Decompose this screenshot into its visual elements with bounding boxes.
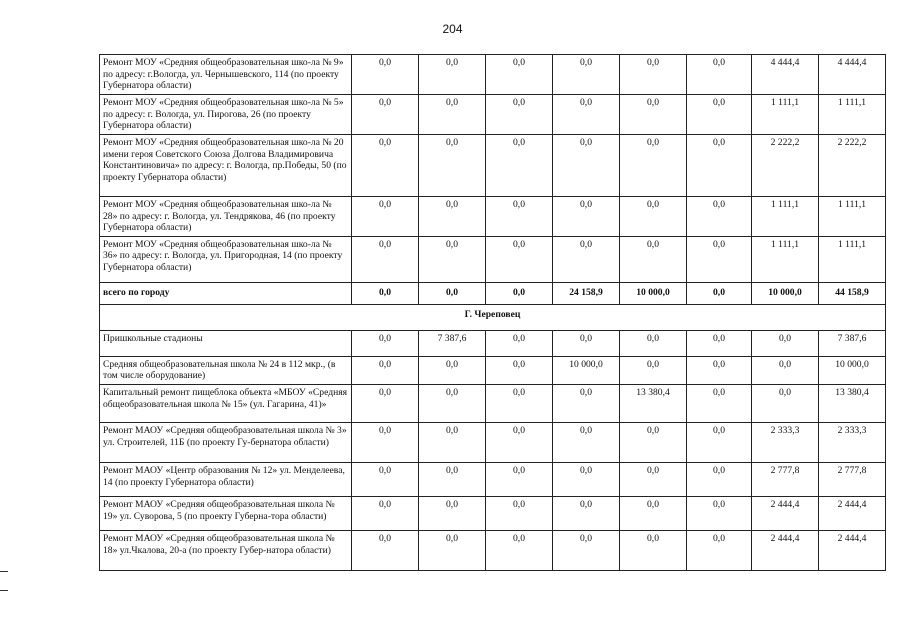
- margin-mark: [0, 590, 8, 591]
- value-cell: 10 000,0: [752, 282, 819, 304]
- value-cell: 0,0: [486, 282, 553, 304]
- value-cell: 13 380,4: [620, 384, 687, 422]
- value-cell: 0,0: [486, 422, 553, 462]
- value-cell: 0,0: [419, 236, 486, 282]
- value-cell: 1 111,1: [752, 236, 819, 282]
- value-cell: 2 777,8: [752, 462, 819, 496]
- value-cell: 0,0: [553, 384, 620, 422]
- value-cell: 0,0: [553, 530, 620, 570]
- value-cell: 0,0: [553, 55, 620, 95]
- value-cell: 0,0: [486, 330, 553, 356]
- value-cell: 0,0: [752, 356, 819, 384]
- value-cell: 0,0: [486, 135, 553, 197]
- table-row: [100, 330, 886, 356]
- table-row: [100, 462, 886, 496]
- value-cell: 0,0: [486, 55, 553, 95]
- value-cell: 0,0: [419, 422, 486, 462]
- value-cell: 0,0: [553, 236, 620, 282]
- total-label: всего по городу: [100, 282, 352, 304]
- value-cell: 0,0: [687, 530, 752, 570]
- budget-table: [99, 54, 886, 571]
- table-row: [100, 422, 886, 462]
- table-row: [100, 384, 886, 422]
- project-name-cell: Ремонт МАОУ «Средняя общеобразовательная школа № 18» ул.Чкалова, 20-а (по проекту Губер-натора области): [100, 530, 352, 570]
- value-cell: 0,0: [352, 135, 419, 197]
- value-cell: 0,0: [419, 356, 486, 384]
- value-cell: 0,0: [553, 135, 620, 197]
- value-cell: 0,0: [419, 197, 486, 237]
- page-number: 204: [442, 22, 463, 36]
- value-cell: 0,0: [620, 356, 687, 384]
- city-section-row: [100, 304, 886, 330]
- value-cell: 1 111,1: [752, 95, 819, 135]
- value-cell: 0,0: [687, 496, 752, 530]
- table-row: [100, 530, 886, 570]
- value-cell: 0,0: [419, 384, 486, 422]
- project-name-cell: Ремонт МОУ «Средняя общеобразовательная шко-ла № 20 имени героя Советского Союза Долгова Владимировича Константиновича» по адресу: г. Вологда, пр.Победы, 50 (по проекту Губернатора области): [100, 135, 352, 197]
- value-cell: 0,0: [752, 330, 819, 356]
- table-row: [100, 135, 886, 197]
- value-cell: 0,0: [486, 95, 553, 135]
- value-cell: 0,0: [687, 422, 752, 462]
- table-row: [100, 236, 886, 282]
- table-row: [100, 197, 886, 237]
- project-name-cell: Средняя общеобразовательная школа № 24 в 112 мкр., (в том числе оборудование): [100, 356, 352, 384]
- value-cell: 0,0: [620, 462, 687, 496]
- table-row: [100, 55, 886, 95]
- value-cell: 0,0: [486, 236, 553, 282]
- value-cell: 10 000,0: [620, 282, 687, 304]
- value-cell: 0,0: [553, 496, 620, 530]
- value-cell: 0,0: [486, 356, 553, 384]
- value-cell: 0,0: [352, 384, 419, 422]
- value-cell: 0,0: [419, 55, 486, 95]
- value-cell: 2 444,4: [752, 530, 819, 570]
- value-cell: 0,0: [486, 462, 553, 496]
- value-cell: 0,0: [486, 496, 553, 530]
- value-cell: 2 444,4: [819, 530, 886, 570]
- value-cell: 0,0: [553, 197, 620, 237]
- value-cell: 0,0: [620, 95, 687, 135]
- value-cell: 0,0: [486, 530, 553, 570]
- value-cell: 7 387,6: [419, 330, 486, 356]
- value-cell: 0,0: [352, 55, 419, 95]
- value-cell: 24 158,9: [553, 282, 620, 304]
- value-cell: 0,0: [553, 422, 620, 462]
- value-cell: 0,0: [352, 197, 419, 237]
- project-name-cell: Ремонт МАОУ «Средняя общеобразовательная школа № 3» ул. Строителей, 11Б (по проекту Гу-бернатора области): [100, 422, 352, 462]
- value-cell: 2 444,4: [819, 496, 886, 530]
- value-cell: 2 777,8: [819, 462, 886, 496]
- value-cell: 0,0: [620, 496, 687, 530]
- value-cell: 0,0: [620, 236, 687, 282]
- value-cell: 0,0: [419, 530, 486, 570]
- table-row: [100, 496, 886, 530]
- value-cell: 0,0: [486, 197, 553, 237]
- value-cell: 0,0: [687, 462, 752, 496]
- value-cell: 0,0: [687, 356, 752, 384]
- value-cell: 0,0: [687, 55, 752, 95]
- project-name-cell: Ремонт МАОУ «Центр образования № 12» ул. Менделеева, 14 (по проекту Губернатора области): [100, 462, 352, 496]
- value-cell: 0,0: [352, 236, 419, 282]
- value-cell: 2 222,2: [752, 135, 819, 197]
- value-cell: 44 158,9: [819, 282, 886, 304]
- value-cell: 0,0: [352, 496, 419, 530]
- value-cell: 1 111,1: [819, 197, 886, 237]
- value-cell: 4 444,4: [752, 55, 819, 95]
- city-heading: Г. Череповец: [100, 304, 886, 330]
- value-cell: 7 387,6: [819, 330, 886, 356]
- value-cell: 1 111,1: [752, 197, 819, 237]
- value-cell: 0,0: [620, 135, 687, 197]
- value-cell: 0,0: [553, 462, 620, 496]
- value-cell: 1 111,1: [819, 236, 886, 282]
- value-cell: 0,0: [352, 462, 419, 496]
- value-cell: 0,0: [419, 496, 486, 530]
- project-name-cell: Ремонт МОУ «Средняя общеобразовательная шко-ла № 9» по адресу: г.Вологда, ул. Чернышевского, 114 (по проекту Губернатора области): [100, 55, 352, 95]
- value-cell: 0,0: [687, 135, 752, 197]
- value-cell: 0,0: [687, 95, 752, 135]
- value-cell: 0,0: [687, 282, 752, 304]
- value-cell: 1 111,1: [819, 95, 886, 135]
- value-cell: 0,0: [687, 236, 752, 282]
- value-cell: 0,0: [687, 384, 752, 422]
- value-cell: 10 000,0: [819, 356, 886, 384]
- value-cell: 0,0: [687, 197, 752, 237]
- value-cell: 2 333,3: [752, 422, 819, 462]
- value-cell: 2 222,2: [819, 135, 886, 197]
- value-cell: 0,0: [419, 462, 486, 496]
- value-cell: 0,0: [352, 95, 419, 135]
- project-name-cell: Капитальный ремонт пищеблока объекта «МБОУ «Средняя общеобразовательная школа № 15» (ул. Гагарина, 41)»: [100, 384, 352, 422]
- value-cell: 0,0: [486, 384, 553, 422]
- value-cell: 0,0: [352, 422, 419, 462]
- value-cell: 0,0: [620, 330, 687, 356]
- total-row: [100, 282, 886, 304]
- value-cell: 0,0: [352, 356, 419, 384]
- value-cell: 0,0: [352, 530, 419, 570]
- value-cell: 0,0: [553, 95, 620, 135]
- value-cell: 10 000,0: [553, 356, 620, 384]
- value-cell: 0,0: [620, 422, 687, 462]
- value-cell: 0,0: [620, 197, 687, 237]
- value-cell: 2 333,3: [819, 422, 886, 462]
- value-cell: 0,0: [352, 282, 419, 304]
- value-cell: 0,0: [687, 330, 752, 356]
- project-name-cell: Ремонт МОУ «Средняя общеобразовательная шко-ла № 5» по адресу: г. Вологда, ул. Пирогова, 26 (по проекту Губернатора области): [100, 95, 352, 135]
- project-name-cell: Ремонт МАОУ «Средняя общеобразовательная школа № 19» ул. Суворова, 5 (по проекту Губерна-тора области): [100, 496, 352, 530]
- value-cell: 0,0: [553, 330, 620, 356]
- margin-mark: [0, 571, 8, 572]
- project-name-cell: Пришкольные стадионы: [100, 330, 352, 356]
- table-row: [100, 95, 886, 135]
- value-cell: 13 380,4: [819, 384, 886, 422]
- value-cell: 2 444,4: [752, 496, 819, 530]
- value-cell: 0,0: [620, 530, 687, 570]
- project-name-cell: Ремонт МОУ «Средняя общеобразовательная шко-ла № 28» по адресу: г. Вологда, ул. Тендрякова, 46 (по проекту Губернатора области): [100, 197, 352, 237]
- value-cell: 0,0: [752, 384, 819, 422]
- value-cell: 0,0: [419, 135, 486, 197]
- value-cell: 0,0: [352, 330, 419, 356]
- value-cell: 0,0: [419, 282, 486, 304]
- value-cell: 0,0: [419, 95, 486, 135]
- value-cell: 0,0: [620, 55, 687, 95]
- value-cell: 4 444,4: [819, 55, 886, 95]
- table-row: [100, 356, 886, 384]
- project-name-cell: Ремонт МОУ «Средняя общеобразовательная шко-ла № 36» по адресу: г. Вологда, ул. Пригородная, 14 (по проекту Губернатора области): [100, 236, 352, 282]
